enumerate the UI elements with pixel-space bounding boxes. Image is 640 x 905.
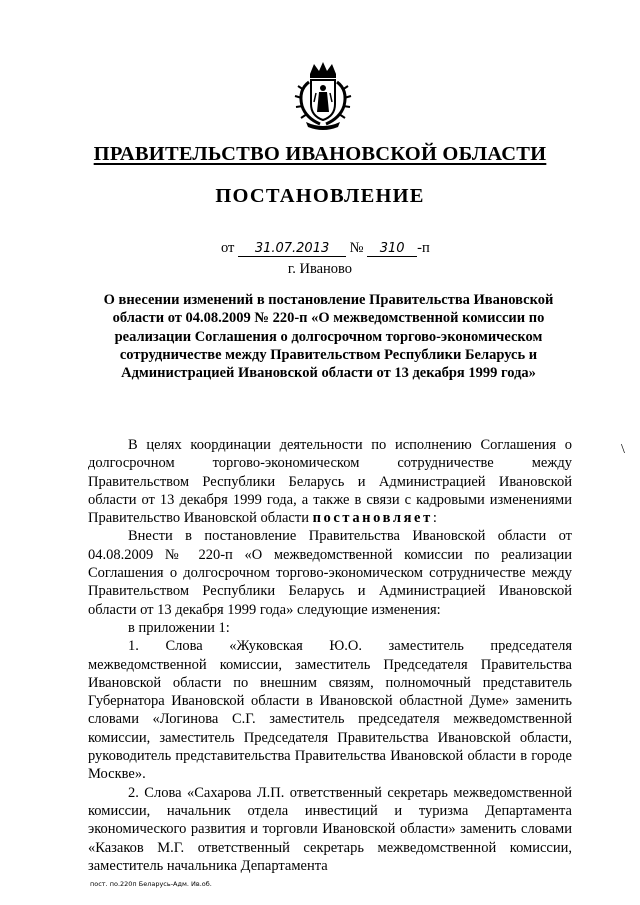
- government-title: [0, 143, 640, 166]
- resolves-word: постановляет: [312, 510, 433, 527]
- paragraph-appendix: в приложении 1:: [128, 619, 230, 636]
- paragraph-item-2: 2. Слова «Сахарова Л.П. ответственный секретарь межведомственной комиссии, начальник отдела инвестиций и туризма Департамента экономического развития и торговли Ивановской области» заменить словами «Казаков М.Г. ответственный секретарь межведомственной комиссии, заместитель начальника Департамента: [88, 784, 572, 874]
- date-number-line: [221, 240, 430, 257]
- footer-file-note: пост. по.220п Беларусь-Адм. Ив.об.: [90, 880, 212, 888]
- government-title-text: ПРАВИТЕЛЬСТВО ИВАНОВСКОЙ ОБЛАСТИ: [93, 143, 547, 165]
- city: г. Иваново: [287, 261, 353, 277]
- paragraph-preamble: [88, 436, 572, 527]
- document-type-heading: ПОСТАНОВЛЕНИЕ: [215, 185, 425, 207]
- number-label: №: [349, 240, 364, 256]
- document-subject: О внесении изменений в постановление Правительства Ивановской области от 04.08.2009 № 220-п «О межведомственной комиссии по реализации Соглашения о долгосрочном торгово-экономическом сотрудничестве между Правительством Республики Беларусь и Администрацией Ивановской области от 13 декабря 1999 года»: [103, 292, 554, 382]
- document-body: [88, 436, 572, 875]
- ivanovo-coat-of-arms-icon: [292, 60, 354, 130]
- from-label: от: [221, 240, 235, 256]
- paragraph-amend: Внести в постановление Правительства Ивановской области от 04.08.2009 № 220-п «О межведомственной комиссии по реализации Соглашения о долгосрочном торгово-экономическом сотрудничестве между Правительством Республики Беларусь и Администрацией Ивановской области от 13 декабря 1999 года» следующие изменения:: [88, 528, 572, 618]
- number-suffix: -п: [417, 240, 430, 256]
- document-date: 31.07.2013: [238, 241, 346, 257]
- preamble-colon: :: [432, 510, 437, 527]
- preamble-text: В целях координации деятельности по исполнению Соглашения о долгосрочном торгово-экономическом сотрудничестве между Правительством Республики Беларусь и Администрацией Ивановской области от 13 декабря 1999 года, а также в связи с кадровыми изменениями Правительство Ивановской области: [88, 437, 572, 527]
- margin-mark: \: [621, 442, 625, 457]
- paragraph-item-1: 1. Слова «Жуковская Ю.О. заместитель председателя межведомственной комиссии, заместитель Председателя Правительства Ивановской области по внешним связям, полномочный представитель Губернатора Ивановской области в Ивановской областной Думе» заменить словами «Логинова С.Г. заместитель председателя межведомственной комиссии, заместитель Председателя Правительства Ивановской области, руководитель представительства Правительства Ивановской области в городе Москве».: [88, 638, 572, 783]
- document-number: 310: [367, 241, 417, 257]
